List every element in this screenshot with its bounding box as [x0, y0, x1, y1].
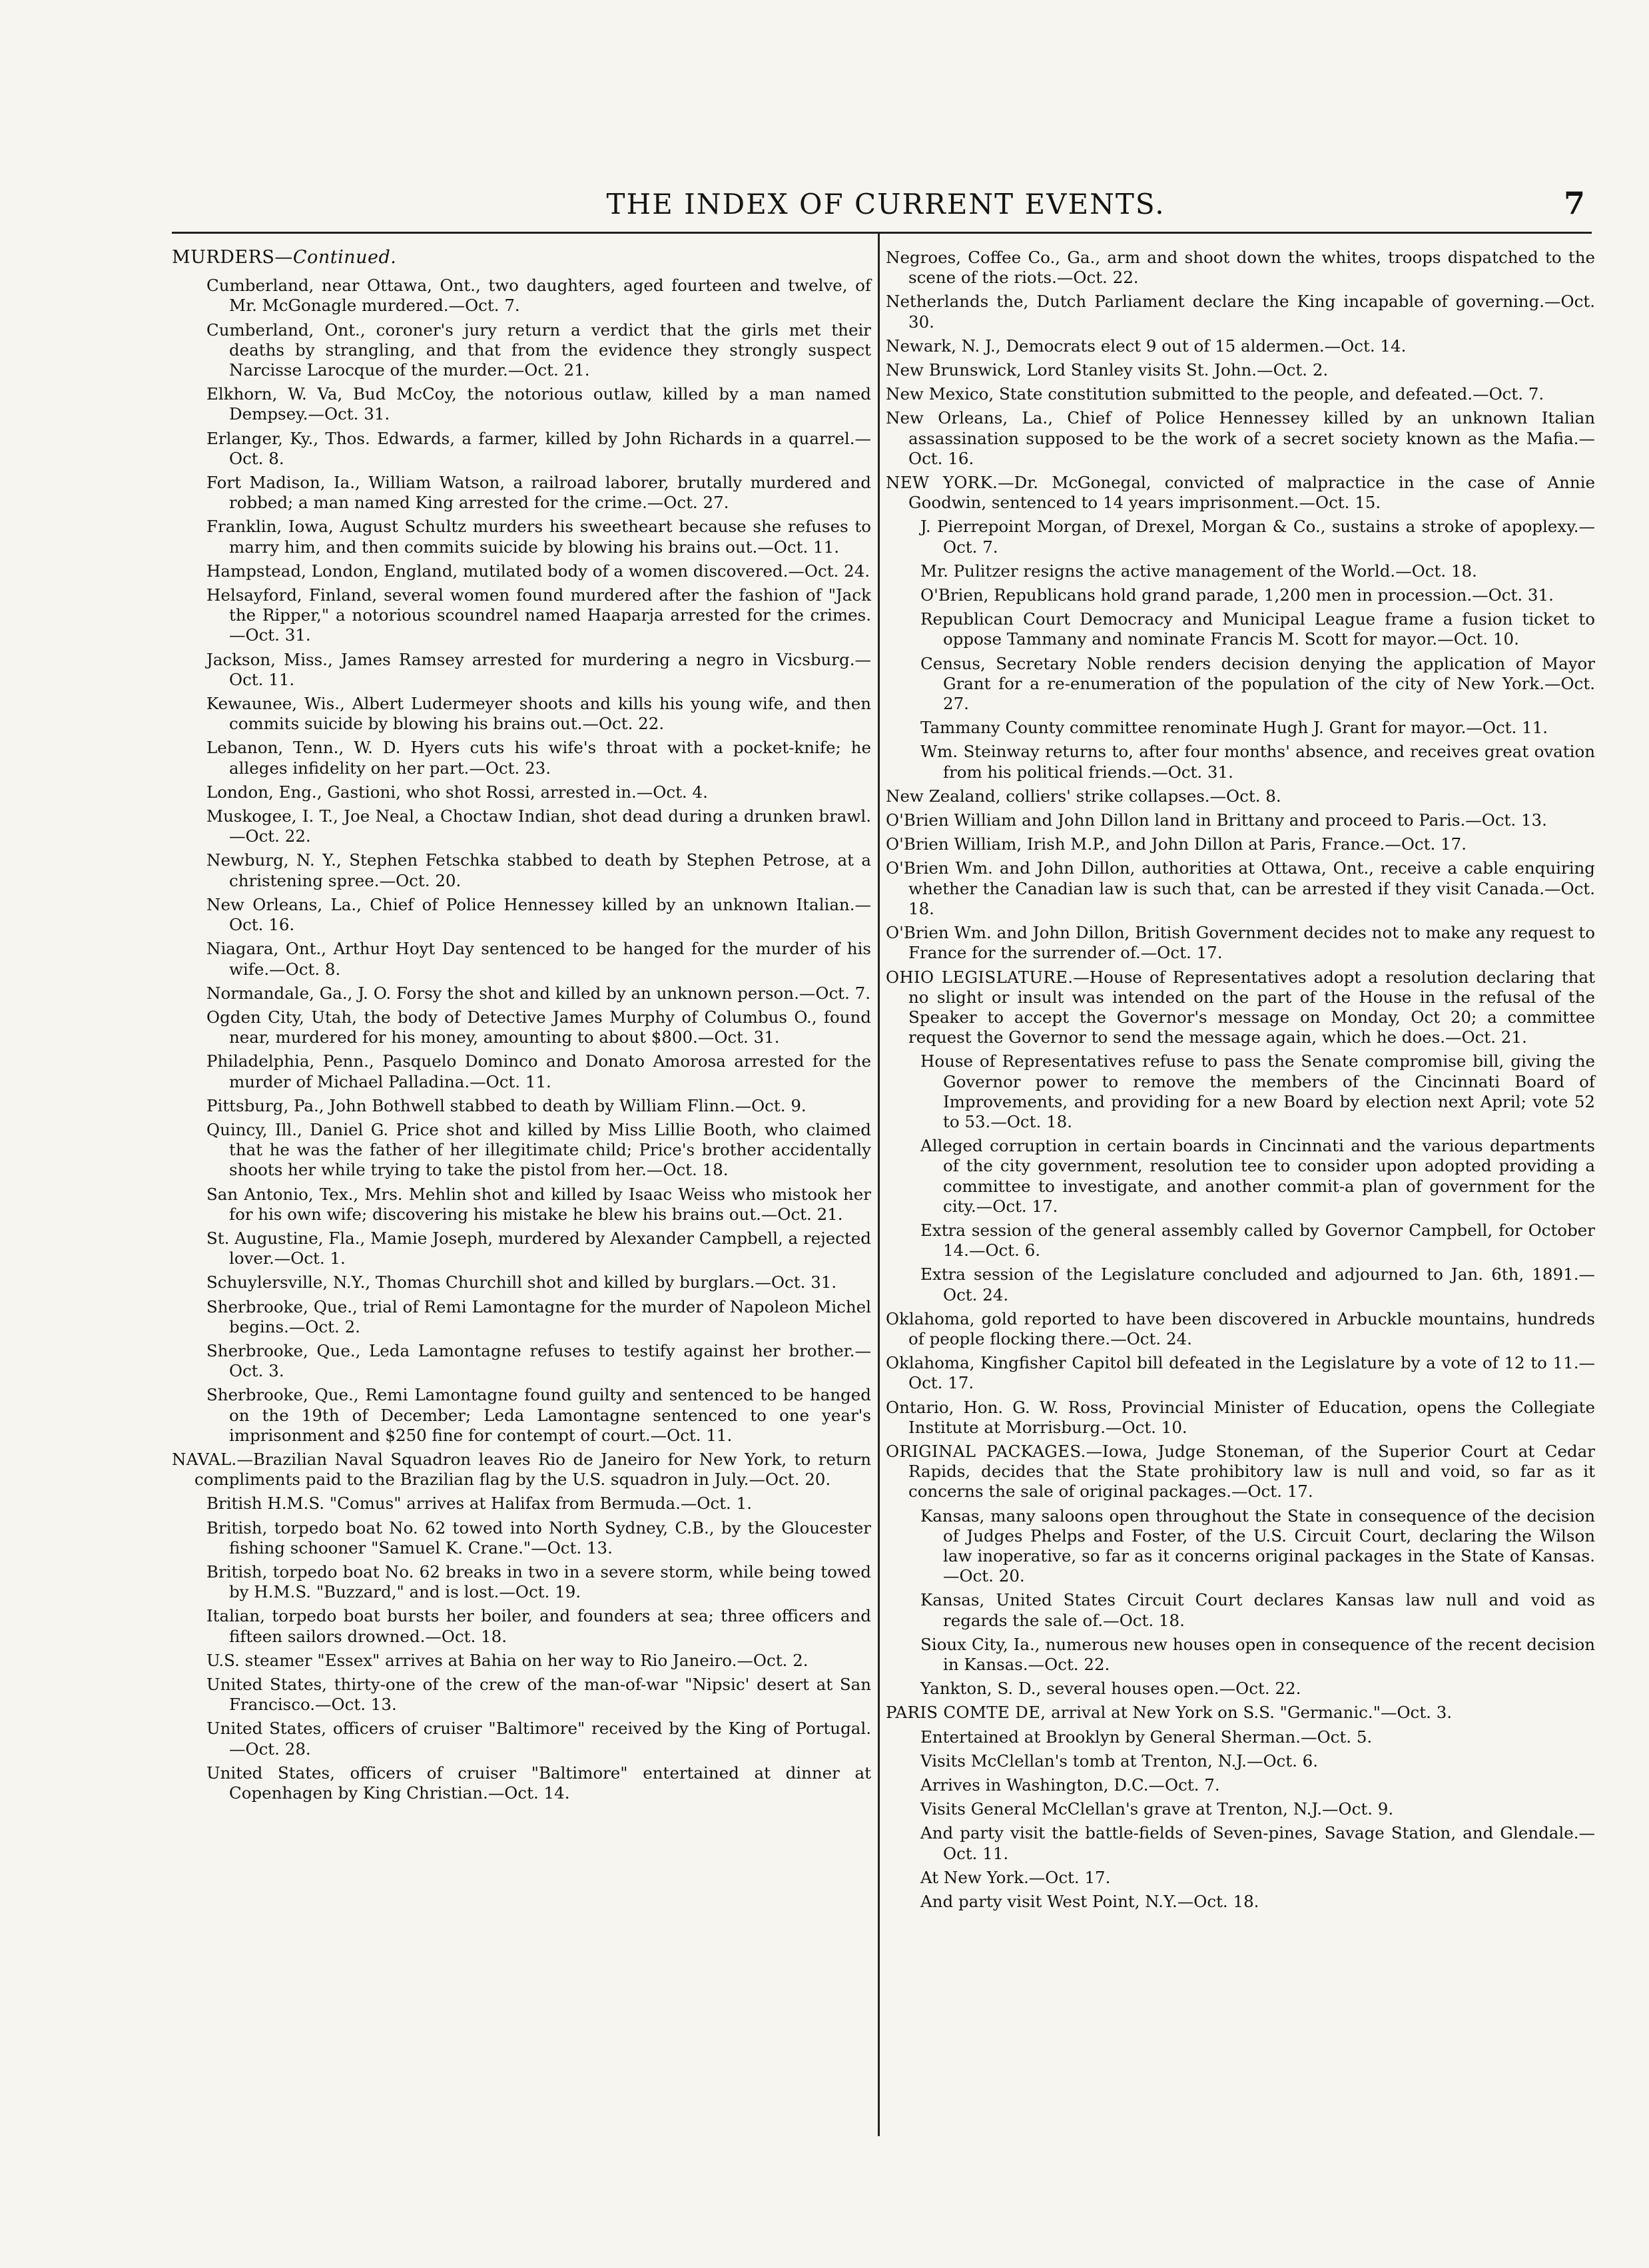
entry-text: Sioux City, Ia., numerous new houses open in consequence of the recent decision in Kansas.—Oct. 22.	[920, 1634, 1595, 1674]
index-subentry	[172, 1185, 871, 1225]
entry-text: U.S. steamer "Essex" arrives at Bahia on her way to Rio Janeiro.—Oct. 2.	[206, 1650, 809, 1670]
index-entry	[886, 473, 1595, 513]
entry-text: Census, Secretary Noble renders decision denying the application of Mayor Grant for a re-enumeration of the population of the city of New York.—Oct. 27.	[920, 653, 1595, 714]
continued-label: Continued.	[292, 247, 397, 268]
index-entry	[886, 1353, 1595, 1393]
index-subentry	[172, 984, 871, 1003]
entry-text: Ontario, Hon. G. W. Ross, Provincial Minister of Education, opens the Collegiate Institute at Morrisburg.—Oct. 10.	[886, 1397, 1595, 1437]
entry-text: Yankton, S. D., several houses open.—Oct. 22.	[920, 1679, 1301, 1699]
index-subentry	[172, 738, 871, 778]
index-subentry	[172, 517, 871, 557]
entry-text: Tammany County committee renominate Hugh J. Grant for mayor.—Oct. 11.	[920, 718, 1548, 738]
index-subentry	[172, 429, 871, 469]
entry-text: Visits McClellan's tomb at Trenton, N.J.—Oct. 6.	[920, 1751, 1319, 1771]
entry-text: At New York.—Oct. 17.	[920, 1867, 1111, 1887]
entry-text: United States, thirty-one of the crew of the man-of-war "Nipsic' desert at San Francisco.—Oct. 13.	[206, 1675, 871, 1715]
index-subentry	[172, 384, 871, 424]
index-subentry	[886, 1679, 1595, 1699]
entry-text: Visits General McClellan's grave at Trenton, N.J.—Oct. 9.	[920, 1799, 1394, 1819]
entry-text: Newburg, N. Y., Stephen Fetschka stabbed to death by Stephen Petrose, at a christening spree.—Oct. 20.	[206, 850, 871, 890]
entry-heading: PARIS COMTE DE,	[886, 1703, 1046, 1723]
index-subentry	[172, 1096, 871, 1116]
index-entry	[886, 968, 1595, 1048]
entry-text: British H.M.S. "Comus" arrives at Halifax from Bermuda.—Oct. 1.	[206, 1494, 752, 1514]
index-entry	[886, 1442, 1595, 1502]
index-subentry	[172, 1341, 871, 1381]
entry-text: O'Brien Wm. and John Dillon, British Government decides not to make any request to France for the surrender of.—Oct. 17.	[886, 923, 1595, 963]
entry-text: O'Brien William and John Dillon land in Brittany and proceed to Paris.—Oct. 13.	[886, 810, 1547, 830]
entry-text: London, Eng., Gastioni, who shot Rossi, arrested in.—Oct. 4.	[206, 782, 708, 802]
index-subentry	[172, 895, 871, 935]
entry-text: Negroes, Coffee Co., Ga., arm and shoot down the whites, troops dispatched to the scene of the riots.—Oct. 22.	[886, 248, 1595, 288]
index-subentry	[172, 1051, 871, 1091]
entry-text: Netherlands the, Dutch Parliament declare the King incapable of governing.—Oct. 30.	[886, 292, 1595, 332]
index-subentry	[886, 1635, 1595, 1675]
entry-text: United States, officers of cruiser "Baltimore" received by the King of Portugal.—Oct. 28.	[206, 1719, 871, 1759]
section-heading	[172, 248, 871, 268]
index-subentry	[886, 1775, 1595, 1795]
index-subentry	[172, 694, 871, 734]
entry-text: New Orleans, La., Chief of Police Hennessey killed by an unknown Italian.—Oct. 16.	[206, 894, 871, 935]
index-subentry	[886, 1868, 1595, 1888]
entry-text: New Mexico, State constitution submitted to the people, and defeated.—Oct. 7.	[886, 384, 1544, 404]
entry-text: Pittsburg, Pa., John Bothwell stabbed to death by William Flinn.—Oct. 9.	[206, 1095, 807, 1115]
entry-text: —Dr. McGonegal, convicted of malpractice in the case of Annie Goodwin, sentenced to 14 years imprisonment.—Oct. 15.	[908, 473, 1595, 513]
entry-text: Extra session of the Legislature concluded and adjourned to Jan. 6th, 1891.—Oct. 24.	[920, 1265, 1595, 1304]
index-subentry	[886, 1221, 1595, 1261]
index-subentry	[172, 1763, 871, 1803]
index-entry	[886, 810, 1595, 830]
entry-text: Lebanon, Tenn., W. D. Hyers cuts his wife's throat with a pocket-knife; he alleges infidelity on her part.—Oct. 23.	[206, 738, 871, 778]
index-subentry	[886, 1265, 1595, 1304]
index-entry	[886, 408, 1595, 469]
entry-text: And party visit West Point, N.Y.—Oct. 18.	[920, 1892, 1259, 1912]
index-subentry	[886, 609, 1595, 649]
entry-text: New Brunswick, Lord Stanley visits St. John.—Oct. 2.	[886, 360, 1329, 380]
entry-text: St. Augustine, Fla., Mamie Joseph, murdered by Alexander Campbell, a rejected lover.—Oct. 1.	[206, 1228, 871, 1269]
entry-text: Kansas, many saloons open throughout the State in consequence of the decision of Judges Phelps and Foster, of the U.S. Circuit Court, declaring the Wilson law inoperative, so far as it concerns original packages in the State of Kansas.—Oct. 20.	[920, 1506, 1595, 1586]
index-subentry	[172, 1007, 871, 1047]
entry-text: —Iowa, Judge Stoneman, of the Superior Court at Cedar Rapids, decides that the State prohibitory law is null and void, so far as it concerns the sale of original packages.—Oct. 17.	[908, 1441, 1595, 1502]
entry-text: House of Representatives refuse to pass the Senate compromise bill, giving the Governor power to remove the members of the Cincinnati Board of Improvements, and providing for a new Board by election next April; vote 52 to 53.—Oct. 18.	[920, 1051, 1595, 1131]
index-entry	[886, 336, 1595, 356]
index-subentry	[886, 1136, 1595, 1217]
entry-text: Extra session of the general assembly called by Governor Campbell, for October 14.—Oct. 6.	[920, 1220, 1595, 1261]
entry-heading: NEW YORK.	[886, 473, 998, 493]
index-entry	[886, 858, 1595, 919]
entry-text: —Brazilian Naval Squadron leaves Rio de Janeiro for New York, to return compliments paid to the Brazilian flag by the U.S. squadron in July.—Oct. 20.	[194, 1449, 871, 1490]
index-subentry	[886, 718, 1595, 738]
entry-text: Quincy, Ill., Daniel G. Price shot and killed by Miss Lillie Booth, who claimed that he was the father of her illegitimate child; Price's brother accidentally shoots her while trying to take the pistol from her.—Oct. 18.	[206, 1119, 871, 1180]
index-subentry	[886, 1892, 1595, 1912]
entry-text: arrival at New York on S.S. "Germanic."—Oct. 3.	[1046, 1703, 1453, 1723]
index-entry	[886, 1309, 1595, 1349]
entry-text: Newark, N. J., Democrats elect 9 out of 15 aldermen.—Oct. 14.	[886, 336, 1407, 356]
page-number: 7	[1563, 185, 1585, 221]
index-entry	[886, 1398, 1595, 1438]
entry-text: Wm. Steinway returns to, after four months' absence, and receives great ovation from his political friends.—Oct. 31.	[920, 742, 1595, 782]
entry-text: Niagara, Ont., Arthur Hoyt Day sentenced to be hanged for the murder of his wife.—Oct. 8.	[206, 939, 871, 979]
entry-text: J. Pierrepoint Morgan, of Drexel, Morgan & Co., sustains a stroke of apoplexy.—Oct. 7.	[920, 517, 1595, 557]
header-rule	[172, 232, 1592, 234]
entry-text: Alleged corruption in certain boards in Cincinnati and the various departments of the city government, resolution tee to consider upon adopted providing a committee to investigate, and another commit-a plan of government for the city.—Oct. 17.	[920, 1136, 1595, 1216]
index-subentry	[886, 1823, 1595, 1863]
entry-text: Kewaunee, Wis., Albert Ludermeyer shoots and kills his young wife, and then commits suicide by blowing his brains out.—Oct. 22.	[206, 694, 871, 734]
entry-text: Republican Court Democracy and Municipal League frame a fusion ticket to oppose Tammany and nominate Francis M. Scott for mayor.—Oct. 10.	[920, 609, 1595, 649]
index-subentry	[172, 650, 871, 690]
index-subentry	[886, 1799, 1595, 1819]
entry-text: Franklin, Iowa, August Schultz murders his sweetheart because she refuses to marry him, and then commits suicide by blowing his brains out.—Oct. 11.	[206, 517, 871, 557]
entry-text: Jackson, Miss., James Ramsey arrested for murdering a negro in Vicsburg.—Oct. 11.	[206, 649, 871, 689]
entry-text: Italian, torpedo boat bursts her boiler, and founders at sea; three officers and fifteen sailors drowned.—Oct. 18.	[206, 1606, 871, 1646]
entry-text: Fort Madison, Ia., William Watson, a railroad laborer, brutally murdered and robbed; a man named King arrested for the crime.—Oct. 27.	[206, 473, 871, 513]
entry-text: —House of Representatives adopt a resolution declaring that no slight or insult was intended on the part of the House in the refusal of the Speaker to accept the Governor's message on Monday, Oct 20; a committee request the Governor to send the message again, which he does.—Oct. 21.	[908, 967, 1595, 1047]
entry-text: Entertained at Brooklyn by General Sherman.—Oct. 5.	[920, 1727, 1373, 1747]
index-subentry	[172, 806, 871, 846]
index-entry	[886, 923, 1595, 963]
index-subentry	[172, 320, 871, 381]
entry-text: Muskogee, I. T., Joe Neal, a Choctaw Indian, shot dead during a drunken brawl.—Oct. 22.	[206, 806, 871, 846]
entry-text: Ogden City, Utah, the body of Detective James Murphy of Columbus O., found near, murdered for his money, amounting to about $800.—Oct. 31.	[206, 1007, 871, 1047]
entry-text: New Orleans, La., Chief of Police Hennessey killed by an unknown Italian assassination supposed to be the work of a secret society known as the Mafia.—Oct. 16.	[886, 408, 1595, 468]
index-subentry	[172, 1385, 871, 1446]
entry-text: Sherbrooke, Que., Leda Lamontagne refuses to testify against her brother.—Oct. 3.	[206, 1340, 871, 1381]
entry-text: Normandale, Ga., J. O. Forsy the shot and killed by an unknown person.—Oct. 7.	[206, 983, 870, 1003]
index-entry	[886, 834, 1595, 854]
entry-text: O'Brien, Republicans hold grand parade, 1,200 men in procession.—Oct. 31.	[920, 585, 1554, 605]
entry-text: New Zealand, colliers' strike collapses.—Oct. 8.	[886, 786, 1281, 806]
index-subentry	[172, 1675, 871, 1715]
index-entry	[886, 786, 1595, 806]
index-entry	[886, 248, 1595, 288]
index-subentry	[172, 850, 871, 890]
index-subentry	[886, 742, 1595, 782]
entry-text: Hampstead, London, England, mutilated body of a women discovered.—Oct. 24.	[206, 561, 870, 581]
index-subentry	[886, 517, 1595, 557]
index-subentry	[172, 276, 871, 316]
entry-text: Helsayford, Finland, several women found murdered after the fashion of "Jack the Ripper," a notorious scoundrel named Haaparja arrested for the crimes.—Oct. 31.	[206, 585, 871, 645]
index-subentry	[172, 1229, 871, 1269]
entry-heading: ORIGINAL PACKAGES.	[886, 1441, 1086, 1461]
index-entry	[886, 384, 1595, 404]
column-divider	[878, 232, 880, 2136]
index-entry	[886, 360, 1595, 380]
index-entry	[886, 292, 1595, 332]
entry-heading: OHIO LEGISLATURE.	[886, 967, 1074, 987]
entry-text: O'Brien William, Irish M.P., and John Dillon at Paris, France.—Oct. 17.	[886, 834, 1467, 854]
left-column	[172, 248, 871, 1807]
entry-text: San Antonio, Tex., Mrs. Mehlin shot and killed by Isaac Weiss who mistook her for his own wife; discovering his mistake he blew his brains out.—Oct. 21.	[206, 1184, 871, 1224]
index-subentry	[172, 561, 871, 581]
index-subentry	[172, 1651, 871, 1671]
entry-text: Oklahoma, Kingfisher Capitol bill defeated in the Legislature by a vote of 12 to 11.—Oct. 17.	[886, 1353, 1595, 1393]
index-subentry	[172, 1273, 871, 1292]
right-column	[886, 248, 1595, 1916]
index-subentry	[172, 585, 871, 646]
index-subentry	[172, 1606, 871, 1646]
index-subentry	[172, 782, 871, 802]
index-subentry	[886, 1590, 1595, 1630]
entry-text: United States, officers of cruiser "Baltimore" entertained at dinner at Copenhagen by King Christian.—Oct. 14.	[206, 1763, 871, 1803]
index-subentry	[172, 1494, 871, 1514]
index-subentry	[886, 1727, 1595, 1747]
index-subentry	[172, 1120, 871, 1181]
entry-text: British, torpedo boat No. 62 breaks in two in a severe storm, while being towed by H.M.S. "Buzzard," and is lost.—Oct. 19.	[206, 1561, 871, 1602]
entry-text: O'Brien Wm. and John Dillon, authorities at Ottawa, Ont., receive a cable enquiring whether the Canadian law is such that, can be arrested if they visit Canada.—Oct. 18.	[886, 858, 1595, 918]
index-subentry	[886, 561, 1595, 581]
index-entry	[172, 1450, 871, 1490]
entry-text: Oklahoma, gold reported to have been discovered in Arbuckle mountains, hundreds of people flocking there.—Oct. 24.	[886, 1308, 1595, 1348]
entry-text: Elkhorn, W. Va, Bud McCoy, the notorious outlaw, killed by a man named Dempsey.—Oct. 31.	[206, 384, 871, 424]
entry-text: Erlanger, Ky., Thos. Edwards, a farmer, killed by John Richards in a quarrel.—Oct. 8.	[206, 428, 871, 468]
entry-text: Sherbrooke, Que., Remi Lamontagne found guilty and sentenced to be hanged on the 19th of December; Leda Lamontagne sentenced to one year's imprisonment and $250 fine for contempt of court.—Oct. 11.	[206, 1385, 871, 1445]
entry-text: Sherbrooke, Que., trial of Remi Lamontagne for the murder of Napoleon Michel begins.—Oct. 2.	[206, 1296, 871, 1336]
entry-text: Mr. Pulitzer resigns the active management of the World.—Oct. 18.	[920, 561, 1477, 581]
index-subentry	[886, 1051, 1595, 1132]
entry-text: Arrives in Washington, D.C.—Oct. 7.	[920, 1775, 1220, 1795]
entry-text: British, torpedo boat No. 62 towed into North Sydney, C.B., by the Gloucester fishing schooner "Samuel K. Crane."—Oct. 13.	[206, 1518, 871, 1558]
entry-text: Philadelphia, Penn., Pasquelo Dominco and Donato Amorosa arrested for the murder of Michael Palladina.—Oct. 11.	[206, 1051, 871, 1091]
section-heading-label: MURDERS—	[172, 247, 293, 268]
index-entry	[886, 1703, 1595, 1723]
entry-text: Cumberland, near Ottawa, Ont., two daughters, aged fourteen and twelve, of Mr. McGonagle murdered.—Oct. 7.	[206, 276, 871, 316]
index-subentry	[172, 473, 871, 513]
index-subentry	[172, 1719, 871, 1759]
entry-text: Kansas, United States Circuit Court declares Kansas law null and void as regards the sale of.—Oct. 18.	[920, 1590, 1595, 1630]
index-subentry	[886, 1751, 1595, 1771]
index-subentry	[172, 1297, 871, 1337]
page-header	[166, 180, 1605, 226]
index-subentry	[172, 1562, 871, 1602]
page-title: THE INDEX OF CURRENT EVENTS.	[606, 188, 1165, 220]
entry-heading: NAVAL.	[172, 1449, 237, 1469]
index-subentry	[886, 654, 1595, 714]
entry-text: Cumberland, Ont., coroner's jury return a verdict that the girls met their deaths by strangling, and that from the evidence they strongly suspect Narcisse Larocque of the murder.—Oct. 21.	[206, 320, 871, 380]
entry-text: And party visit the battle-fields of Seven-pines, Savage Station, and Glendale.—Oct. 11.	[920, 1823, 1595, 1863]
index-subentry	[172, 939, 871, 979]
index-subentry	[886, 585, 1595, 605]
index-subentry	[886, 1506, 1595, 1587]
index-subentry	[172, 1518, 871, 1558]
entry-text: Schuylersville, N.Y., Thomas Churchill shot and killed by burglars.—Oct. 31.	[206, 1273, 837, 1292]
